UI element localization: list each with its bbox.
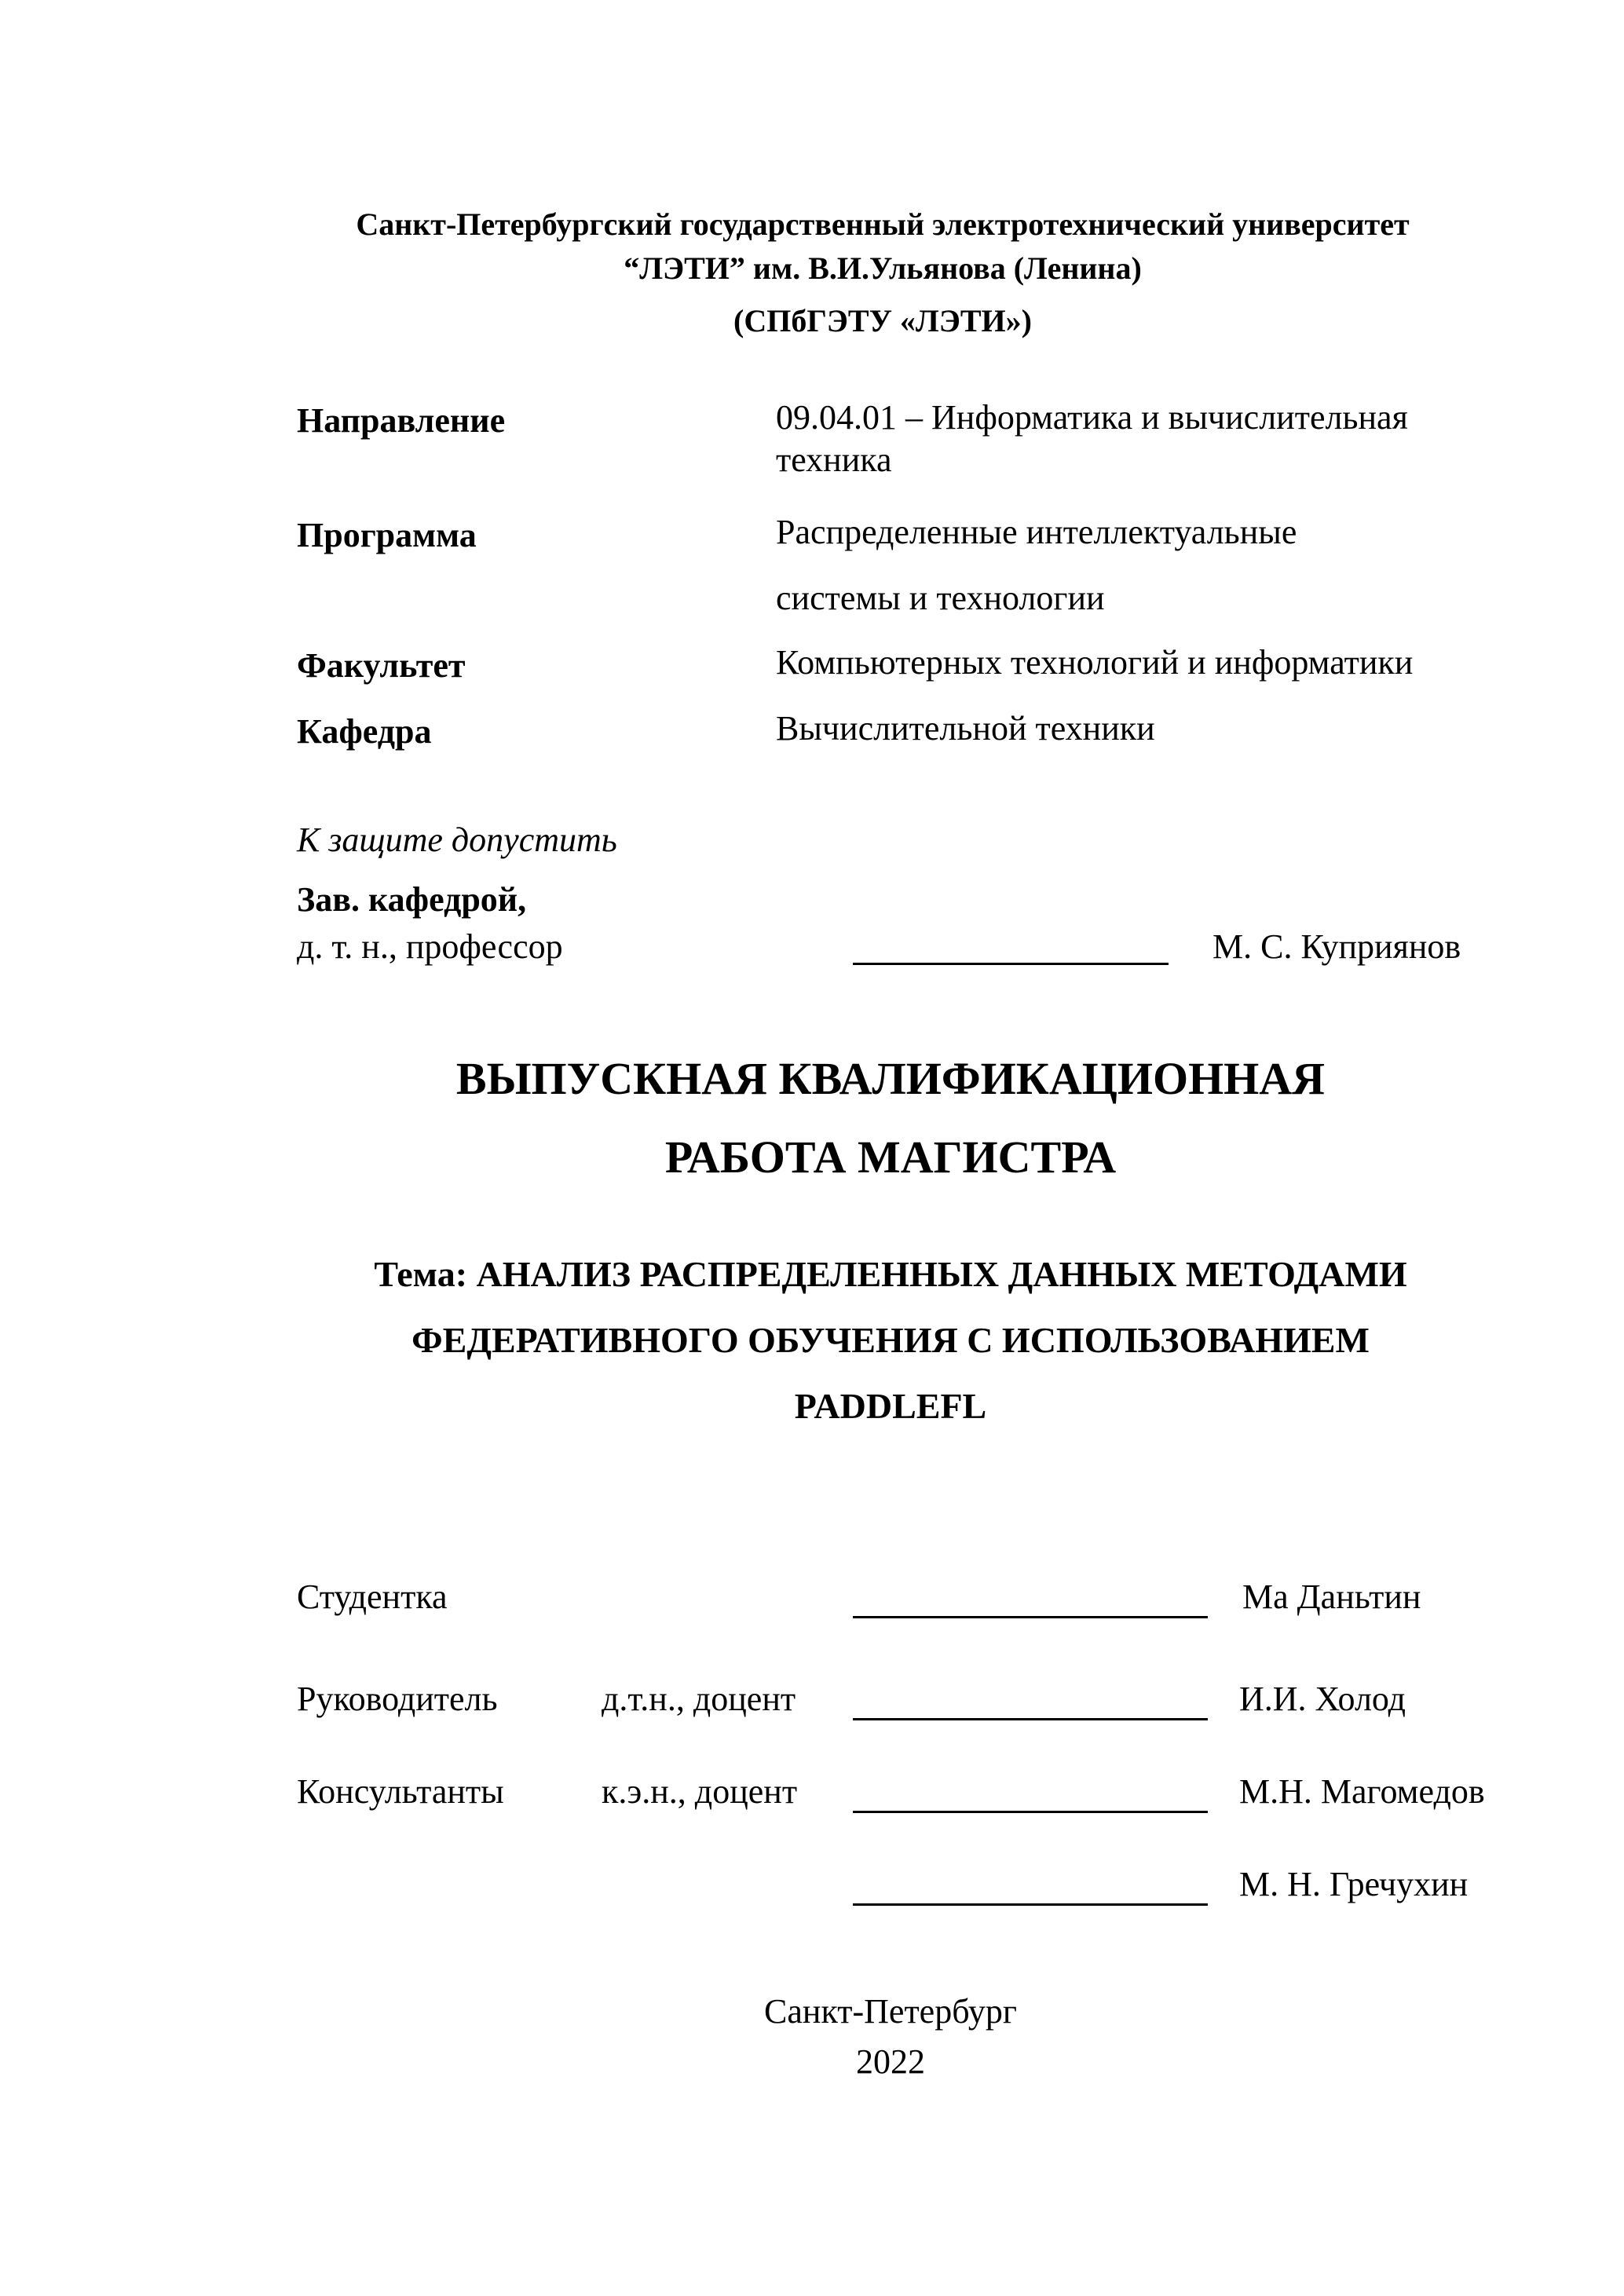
admit-to-defense-text: К защите допустить	[297, 821, 617, 859]
head-of-department-degree: д. т. н., профессор	[297, 927, 563, 966]
consultant1-signature-line	[853, 1811, 1208, 1813]
program-value-line1: Распределенные интеллектуальные	[776, 513, 1297, 551]
head-of-department-title: Зав. кафедрой,	[297, 880, 527, 919]
program-label: Программа	[297, 516, 477, 554]
supervisor-signature-line	[853, 1718, 1208, 1720]
consultant-degree: к.э.н., доцент	[602, 1772, 798, 1811]
university-name-line1: Санкт-Петербургский государственный электротехнический университет	[356, 207, 1410, 242]
university-abbreviation: (СПбГЭТУ «ЛЭТИ»)	[733, 303, 1032, 338]
direction-value	[776, 397, 1408, 481]
supervisor-name: И.И. Холод	[1239, 1680, 1406, 1718]
department-label: Кафедра	[297, 712, 432, 751]
university-name-line2: “ЛЭТИ” им. В.И.Ульянова (Ленина)	[624, 250, 1142, 286]
consultant2-signature-line	[853, 1903, 1208, 1906]
department-value: Вычислительной техники	[776, 709, 1155, 748]
student-signature-line	[853, 1616, 1208, 1618]
faculty-label: Факультет	[297, 646, 466, 685]
consultant2-name: М. Н. Гречухин	[1239, 1865, 1469, 1903]
supervisor-degree: д.т.н., доцент	[602, 1680, 796, 1718]
work-title-line2: РАБОТА МАГИСТРА	[664, 1132, 1117, 1183]
consultant1-name: М.Н. Магомедов	[1239, 1772, 1485, 1811]
topic-line1: Тема: АНАЛИЗ РАСПРЕДЕЛЕННЫХ ДАННЫХ МЕТОДАМИ	[374, 1254, 1407, 1294]
student-name: Ма Даньтин	[1242, 1578, 1421, 1616]
topic-line3: PADDLEFL	[794, 1386, 987, 1426]
direction-value-line1: 09.04.01 – Информатика и вычислительная	[776, 398, 1408, 437]
head-of-department-name: М. С. Куприянов	[1213, 927, 1461, 966]
city: Санкт-Петербург	[764, 1992, 1017, 2031]
direction-label: Направление	[297, 401, 506, 440]
supervisor-role: Руководитель	[297, 1680, 498, 1718]
consultants-role: Консультанты	[297, 1772, 504, 1811]
work-title-line1: ВЫПУСКНАЯ КВАЛИФИКАЦИОННАЯ	[455, 1053, 1326, 1104]
topic-line2: ФЕДЕРАТИВНОГО ОБУЧЕНИЯ С ИСПОЛЬЗОВАНИЕМ	[411, 1320, 1370, 1360]
program-value-line2: системы и технологии	[776, 579, 1105, 617]
year: 2022	[856, 2042, 925, 2081]
head-signature-line	[853, 963, 1169, 965]
direction-value-line2: техника	[776, 441, 892, 479]
student-role: Студентка	[297, 1578, 448, 1616]
faculty-value: Компьютерных технологий и информатики	[776, 643, 1414, 682]
